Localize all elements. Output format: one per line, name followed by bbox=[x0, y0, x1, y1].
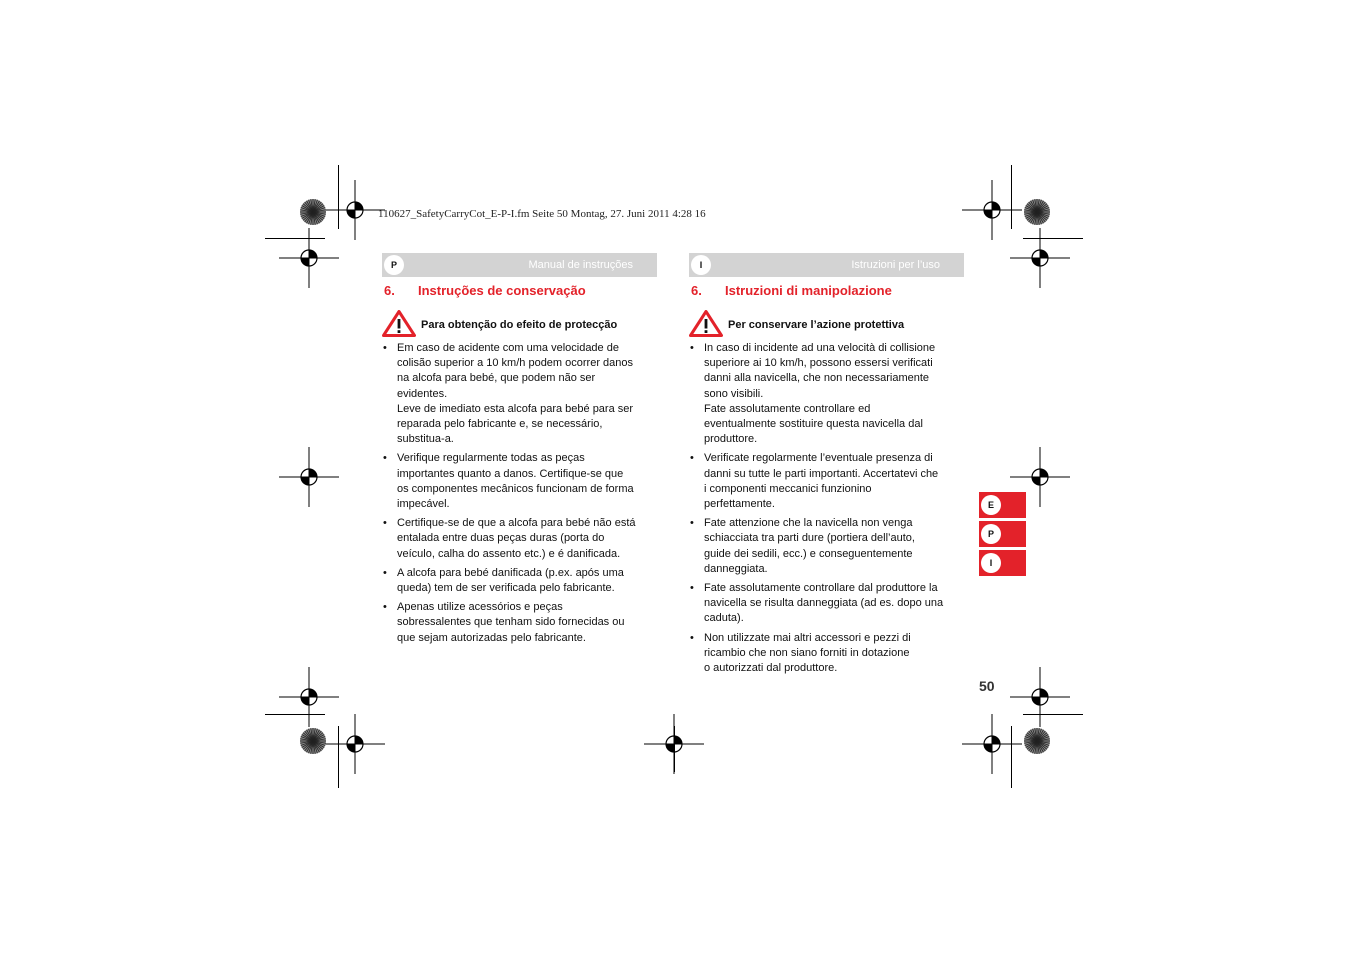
left-bullet-list bbox=[382, 341, 662, 650]
list-item-line: i componenti meccanici funzionino bbox=[704, 482, 872, 495]
page-number: 50 bbox=[979, 678, 995, 694]
list-item-line: • A alcofa para bebé danificada (p.ex. após uma bbox=[397, 566, 624, 579]
list-item-line: • Verificate regolarmente l’eventuale presenza di bbox=[704, 452, 933, 465]
list-item-line: evidentes. bbox=[397, 387, 448, 400]
star-target-icon bbox=[1023, 727, 1051, 755]
list-item-line: importantes quanto a danos. Certifique-se que bbox=[397, 467, 624, 480]
list-item-line: danni alla navicella, che non necessariamente bbox=[704, 372, 930, 385]
list-item-line: ricambio che non siano forniti in dotazione bbox=[704, 646, 910, 659]
right-header-lang-badge: I bbox=[691, 255, 711, 275]
list-item-line: eventualmente sostituire questa navicella dal bbox=[704, 418, 923, 431]
language-tab-i-label: I bbox=[981, 553, 1001, 573]
list-item-line: o autorizzati dal produttore. bbox=[704, 662, 838, 675]
left-header-lang-badge: P bbox=[384, 255, 404, 275]
registration-target-icon bbox=[279, 228, 339, 288]
right-warning-label: Per conservare l’azione protettiva bbox=[728, 319, 905, 331]
right-section-number: 6. bbox=[691, 283, 702, 298]
list-item bbox=[382, 451, 662, 512]
list-item-line: • Verifique regularmente todas as peças bbox=[397, 452, 585, 465]
left-warning-icon bbox=[382, 310, 416, 337]
list-item-line: sobressalentes que tenham sido fornecidas ou bbox=[397, 616, 625, 629]
registration-target-icon bbox=[644, 714, 704, 774]
list-item-line: danni su tutte le parti importanti. Accertatevi che bbox=[704, 467, 939, 480]
left-section-title bbox=[384, 283, 586, 298]
left-section-number: 6. bbox=[384, 283, 395, 298]
list-item-line: os componentes mecânicos funcionam de forma bbox=[397, 482, 634, 495]
right-warning-icon bbox=[689, 310, 723, 337]
registration-target-icon bbox=[325, 714, 385, 774]
list-item-line: entalada entre duas peças duras (porta do bbox=[397, 532, 605, 545]
list-item-line: Leve de imediato esta alcofa para bebé para ser bbox=[397, 402, 634, 415]
list-item-line: que sejam autorizadas pelo fabricante. bbox=[397, 631, 586, 644]
language-tab-e-label: E bbox=[981, 495, 1001, 515]
right-header-title: Istruzioni per l’uso bbox=[851, 259, 940, 271]
list-item-line: • In caso di incidente ad una velocità di collisione bbox=[704, 342, 936, 354]
list-item bbox=[689, 631, 969, 677]
list-item bbox=[382, 600, 662, 646]
right-header-bar bbox=[689, 253, 964, 277]
language-tab-p[interactable] bbox=[979, 521, 1026, 547]
list-item-line: caduta). bbox=[704, 612, 744, 625]
language-tab-p-label: P bbox=[981, 524, 1001, 544]
list-item-line: navicella se risulta danneggiata (ad es. dopo una bbox=[704, 597, 944, 610]
file-header: 110627_SafetyCarryCot_E-P-I.fm Seite 50 Montag, 27. Juni 2011 4:28 16 bbox=[378, 208, 706, 220]
list-item bbox=[689, 581, 969, 627]
list-item bbox=[382, 516, 662, 562]
list-item-line: Fate assolutamente controllare ed bbox=[704, 402, 871, 415]
list-item-line: veículo, calha do assento etc.) e é danificada. bbox=[397, 547, 621, 560]
star-target-icon bbox=[1023, 198, 1051, 226]
list-item-line: impecável. bbox=[397, 498, 450, 511]
left-header-bar bbox=[382, 253, 657, 277]
list-item-line: danneggiata. bbox=[704, 562, 768, 575]
list-item-line: • Fate assolutamente controllare dal produttore la bbox=[704, 582, 938, 595]
list-item bbox=[382, 566, 662, 596]
list-item-line: • Fate attenzione che la navicella non venga bbox=[704, 517, 913, 530]
list-item-line: sono visibili. bbox=[704, 387, 764, 400]
list-item-line: queda) tem de ser verificada pelo fabricante. bbox=[397, 582, 615, 595]
star-target-icon bbox=[299, 198, 327, 226]
left-warning-label: Para obtenção do efeito de protecção bbox=[421, 319, 618, 331]
list-item-line: perfettamente. bbox=[704, 498, 775, 511]
registration-target-icon bbox=[1010, 228, 1070, 288]
list-item bbox=[689, 451, 969, 512]
list-item-line: substitua-a. bbox=[397, 433, 454, 446]
list-item-line: colisão superior a 10 km/h podem ocorrer danos bbox=[397, 357, 634, 370]
list-item-line: • Em caso de acidente com uma velocidade de bbox=[397, 342, 619, 354]
list-item-line: produttore. bbox=[704, 433, 758, 446]
list-item-line: • Non utilizzate mai altri accessori e pezzi di bbox=[704, 631, 911, 644]
list-item-line: superiore ai 10 km/h, possono essersi verificati bbox=[704, 357, 933, 370]
list-item-line: • Certifique-se de que a alcofa para bebé não está bbox=[397, 517, 636, 530]
right-section-title-text: Istruzioni di manipolazione bbox=[725, 283, 892, 298]
right-bullet-list bbox=[689, 341, 969, 680]
list-item bbox=[689, 341, 969, 447]
left-header-title: Manual de instruções bbox=[528, 259, 633, 271]
list-item-line: schiacciata tra parti dure (portiera dell’auto, bbox=[704, 532, 915, 545]
language-tab-i[interactable] bbox=[979, 550, 1026, 576]
left-section-title-text: Instruções de conservação bbox=[418, 283, 586, 298]
list-item bbox=[382, 341, 662, 447]
list-item-line: reparada pelo fabricante e, se necessário, bbox=[397, 418, 603, 431]
list-item-line: guide dei sedili, ecc.) e conseguentemente bbox=[704, 547, 913, 560]
star-target-icon bbox=[299, 727, 327, 755]
list-item-line: na alcofa para bebé, que podem não ser bbox=[397, 372, 596, 385]
list-item bbox=[689, 516, 969, 577]
registration-target-icon bbox=[962, 714, 1022, 774]
right-section-title bbox=[691, 283, 892, 298]
registration-target-icon bbox=[279, 447, 339, 507]
list-item-line: • Apenas utilize acessórios e peças bbox=[397, 601, 563, 614]
language-tab-e[interactable] bbox=[979, 492, 1026, 518]
